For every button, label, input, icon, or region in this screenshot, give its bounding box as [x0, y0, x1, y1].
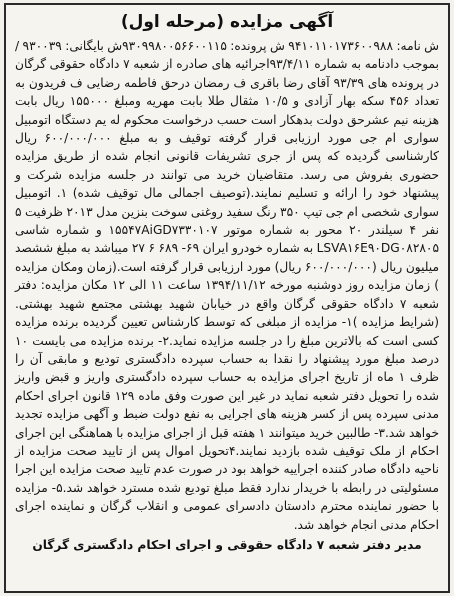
notice-signature: مدیر دفتر شعبه ۷ دادگاه حقوقی و اجرای احکام دادگستری گرگان [32, 537, 422, 552]
notice-box [4, 3, 450, 593]
notice-title: آگهی مزایده (مرحله اول) [120, 12, 334, 32]
notice-body: ش نامه: ۹۴۱۰۱۱۰۱۷۳۶۰۰۹۸۸ ش پرونده: ۹۳۰۹۹۸۰۰۵۶۶۰۰۱۱۵ش بایگانی: ۹۳۰۰۳۹ / بموجب دادنامه به شماره ۹۳/۴/۱۱اجرائیه های صادره از شعبه ۷ دادگاه حقوقی گرگان در پرونده های ۹۳/۳۹ آقای رضا باقری ف رمضان درحق فاطمه رضایی ف فریدون به تعداد ۴۵۶ سکه بهار آزادی و ۱۰/۵ مثقال طلا بابت مهریه ومبلغ ۱۵۵۰۰۰ ریال بابت هزینه نیم عشرحق دولت بدهکار است حسب درخواست محکوم له یم دستگاه اتومبیل سواری ام جی مورد ارزیابی قرار گرفته توقیف و به مبلغ ۶۰۰/۰۰۰/۰۰۰ ریال کارشناسی گردیده که پس از جری تشریفات قانونی انجام شده از طریق مزایده حضوری بفروش می رسد. متقاضیان خرید می توانند در جلسه مزایده شرکت و پیشنهاد خود را ارائه و تسلیم نمایند.(توصیف اجمالی مال توقیف شده) ۱. اتومبیل سواری شخصی ام جی تیپ ۳۵۰ رنگ سفید روغنی سوخت بنزین مدل ۲۰۱۳ ظرفیت ۵ نفر ۴ سیلندر ۲۰ محور به شماره موتور ۱۵۵۴۷AiGD۷۳۳۰۱۰۷ و شماره شاسی LSVA۱۶E۹۰DG۰۸۲۸۰۵ به شماره خودرو ایران ۶۹- ۶۸۹ ۶ ۲۷ میباشد به مبلغ ششصد میلیون ریال (۶۰۰/۰۰۰/۰۰۰ ریال) مورد ارزیابی قرار گرفته است.(زمان ومکان مزایده ) زمان مزایده روز دوشنبه مورخه ۱۳۹۴/۱۱/۱۲ ساعت ۱۱ الی ۱۲ مکان مزایده: دفتر شعبه ۷ دادگاه حقوقی گرگان واقع در خیابان شهید بهشتی مجتمع شهید بهشتی.(شرایط مزایده )۱- مزایده از مبلغی که توسط کارشناس تعیین گردیده برنده مزایده کسی است که بالاترین مبلغ را در جلسه مزایده نماید.۲- برنده مزایده می بایست ۱۰ درصد مبلغ مورد پیشنهاد را نقدا به حساب سپرده دادگستری تودیع و مابقی آن را ظرف ۱ ماه از تاریخ اجرای مزایده به حساب سپرده دادگستری واریز و قبض واریز شده را تحویل دفتر شعبه نماید در غیر این صورت وفق ماده ۱۲۹ قانون اجرای احکام مدنی سپرده پس از کسر هزینه های اجرایی به نفع دولت ضبط و آگهی مزایده تجدید خواهد شد.۳- طالبین خرید میتوانند ۱ هفته قبل از اجرای مزایده با هماهنگی این اجرای احکام از ملک توقیف شده بازدید نمایند.۴تحویل اموال پس از تایید صحت مزایده از ناحیه دادگاه صادر کننده اجراییه خواهد بود در صورت عدم تایید صحت مزایده این اجرا مسئولیتی در رابطه با خریدار ندارد فقط مبلغ تودیع شده مسترد خواهد شد.۵- مزایده با حضور نماینده محترم دادستان دادسرای عمومی و انقلاب گرگان و نماینده اجرای احکام مدنی انجام خواهد شد. [15, 39, 440, 532]
